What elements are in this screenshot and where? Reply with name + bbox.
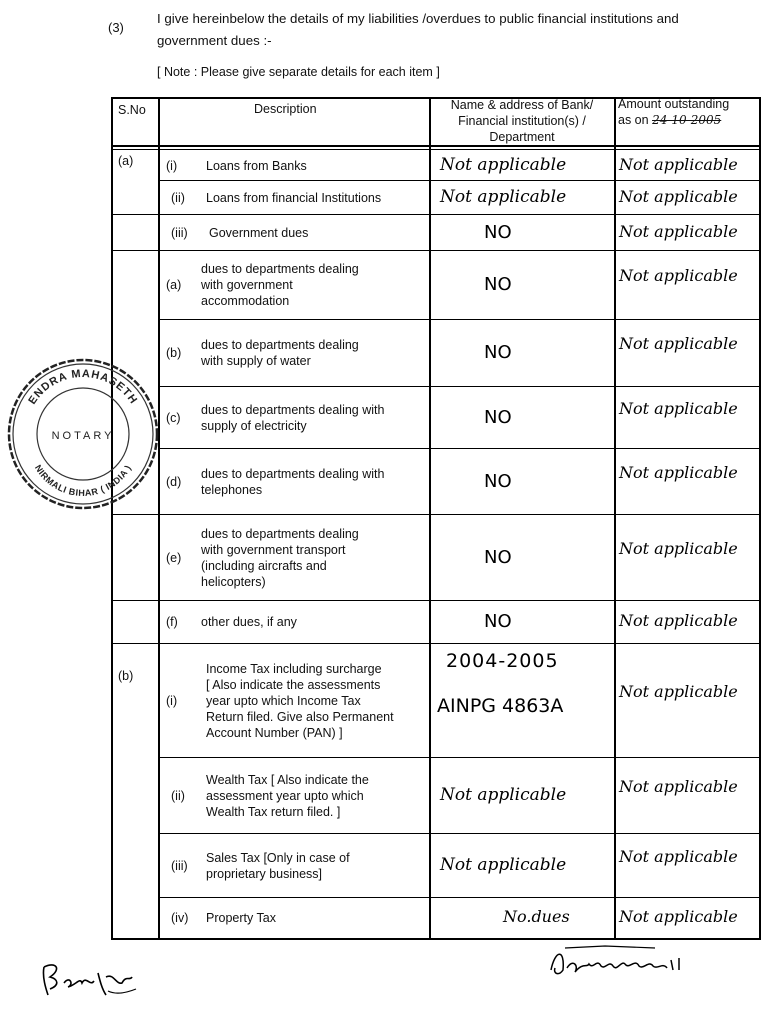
table-row-divider xyxy=(158,448,761,449)
header-amount xyxy=(618,96,758,128)
row-description-line: year upto which Income Tax xyxy=(206,693,361,708)
bank-entry: NO xyxy=(484,221,512,243)
row-description-line: dues to departments dealing xyxy=(201,262,359,276)
row-description-line: dues to departments dealing xyxy=(201,526,359,541)
row-description-line: dues to departments dealing xyxy=(201,338,359,352)
row-description xyxy=(201,526,426,590)
row-description-line: assessment year upto which xyxy=(206,788,364,803)
amount-entry: Not applicable xyxy=(619,186,738,206)
row-description xyxy=(206,850,431,882)
row-description-line: Return filed. Give also Permanent xyxy=(206,709,394,724)
row-description xyxy=(201,466,426,498)
row-number: (iv) xyxy=(171,911,189,925)
header-amount-line1: Amount outstanding xyxy=(618,97,730,111)
bank-entry: Not applicable xyxy=(440,186,567,207)
header-bank-line1: Name & address of Bank/ xyxy=(450,98,594,112)
row-description-line: Loans from Banks xyxy=(206,158,307,173)
row-description-line: proprietary business] xyxy=(206,866,323,881)
table-row-divider xyxy=(111,514,761,515)
header-sno: S.No xyxy=(118,103,146,117)
row-group-label: (b) xyxy=(118,669,134,683)
row-description-line: with government xyxy=(201,278,293,292)
table-row-divider xyxy=(158,897,761,898)
row-description-line: accommodation xyxy=(201,294,290,308)
row-number: (i) xyxy=(166,158,178,173)
bank-entry: NO xyxy=(484,274,512,295)
row-description xyxy=(209,225,434,241)
item-number: (3) xyxy=(108,20,124,35)
row-number: (c) xyxy=(166,410,181,425)
table-row-divider xyxy=(111,145,761,147)
row-description-line: Sales Tax [Only in case of xyxy=(206,850,350,865)
row-description xyxy=(201,337,426,369)
amount-entry: Not applicable xyxy=(619,334,738,353)
amount-entry: Not applicable xyxy=(619,221,738,241)
intro-line-2: government dues :- xyxy=(157,33,272,48)
header-description: Description xyxy=(254,102,317,116)
left-signature xyxy=(36,955,146,1005)
row-number: (iii) xyxy=(171,225,188,240)
row-number: (ii) xyxy=(171,190,185,205)
row-description-line: helicopters) xyxy=(201,574,266,589)
row-number: (d) xyxy=(166,474,182,489)
amount-entry: Not applicable xyxy=(619,846,738,866)
table-row-divider xyxy=(111,149,761,150)
amount-entry: Not applicable xyxy=(619,611,738,630)
bank-entry: NO xyxy=(484,342,512,363)
row-number: (b) xyxy=(166,346,182,360)
table-row-divider xyxy=(158,833,761,834)
row-description-line: supply of electricity xyxy=(201,418,307,433)
stamp-bottom-text: NIRMALI BIHAR ( INDIA ) xyxy=(32,463,134,499)
row-description xyxy=(206,158,431,174)
bank-entry: NO xyxy=(484,611,512,632)
table-col-divider xyxy=(614,97,616,940)
header-bank xyxy=(432,97,612,145)
right-signature xyxy=(545,940,695,985)
header-amount-line2: as on xyxy=(618,113,649,127)
amount-entry: Not applicable xyxy=(619,154,738,174)
row-number: (iii) xyxy=(171,858,188,873)
bank-entry: Not applicable xyxy=(440,854,567,875)
bank-entry: No.dues xyxy=(503,907,570,926)
table-border-left xyxy=(111,97,113,940)
amount-entry: Not applicable xyxy=(619,462,738,482)
row-description-line: with supply of water xyxy=(201,354,311,368)
row-description-line: Property Tax xyxy=(206,911,276,925)
bank-entry: Not applicable xyxy=(440,784,567,805)
row-number: (f) xyxy=(166,615,178,629)
row-description-line: telephones xyxy=(201,482,263,497)
svg-text:ENDRA MAHASETH xyxy=(26,368,139,407)
amount-entry: Not applicable xyxy=(619,776,738,796)
table-row-divider xyxy=(158,386,761,387)
bank-entry-pan: AINPG 4863A xyxy=(437,695,564,717)
header-bank-line3: Department xyxy=(489,130,555,144)
row-number: (i) xyxy=(166,693,178,708)
bank-entry: Not applicable xyxy=(440,155,567,175)
table-row-divider xyxy=(111,250,761,251)
table-row-divider xyxy=(111,214,761,215)
note-text: [ Note : Please give separate details for each item ] xyxy=(157,65,440,79)
header-bank-line2: Financial institution(s) / xyxy=(458,114,586,128)
row-description xyxy=(206,910,431,926)
row-description xyxy=(201,402,426,434)
table-row-divider xyxy=(158,180,761,181)
bank-entry-assessment-year: 2004-2005 xyxy=(446,650,559,672)
table-border-right xyxy=(759,97,761,940)
row-description-line: Wealth Tax [ Also indicate the xyxy=(206,772,369,787)
row-description xyxy=(201,261,426,309)
table-row-divider xyxy=(111,600,761,601)
amount-entry: Not applicable xyxy=(619,266,738,285)
amount-date: 24-10-2005 xyxy=(652,113,722,127)
row-description xyxy=(201,614,426,630)
row-description-line: other dues, if any xyxy=(201,615,297,629)
amount-entry: Not applicable xyxy=(619,398,738,418)
table-row-divider xyxy=(158,319,761,320)
bank-entry: NO xyxy=(484,406,512,428)
row-description-line: Loans from financial Institutions xyxy=(206,190,382,205)
table-row-divider xyxy=(111,643,761,644)
row-description-line: Wealth Tax return filed. ] xyxy=(206,804,341,819)
bank-entry: NO xyxy=(484,470,512,492)
row-description xyxy=(206,772,431,820)
table-col-divider xyxy=(158,97,160,940)
row-number: (ii) xyxy=(171,788,185,803)
row-description-line: dues to departments dealing with xyxy=(201,466,385,481)
stamp-middle-text: NOTARY xyxy=(51,430,115,442)
amount-entry: Not applicable xyxy=(619,907,738,926)
bank-entry: NO xyxy=(484,546,512,568)
row-description-line: Income Tax including surcharge xyxy=(206,661,382,676)
amount-entry: Not applicable xyxy=(619,681,738,701)
row-description-line: with government transport xyxy=(201,542,346,557)
row-number: (a) xyxy=(166,278,182,292)
table-row-divider xyxy=(158,757,761,758)
row-description-line: dues to departments dealing with xyxy=(201,402,385,417)
row-description xyxy=(206,190,431,206)
row-description-line: Government dues xyxy=(209,225,309,240)
row-description xyxy=(206,661,431,741)
stamp-top-text: ENDRA MAHASETH xyxy=(26,367,140,407)
row-number: (e) xyxy=(166,550,182,565)
intro-line-1: I give hereinbelow the details of my liabilities /overdues to public financial institutions and xyxy=(157,11,679,26)
notary-stamp xyxy=(4,355,162,513)
row-group-label: (a) xyxy=(118,154,134,168)
row-description-line: [ Also indicate the assessments xyxy=(206,677,381,692)
amount-entry: Not applicable xyxy=(619,538,738,558)
row-description-line: Account Number (PAN) ] xyxy=(206,725,343,740)
row-description-line: (including aircrafts and xyxy=(201,558,327,573)
